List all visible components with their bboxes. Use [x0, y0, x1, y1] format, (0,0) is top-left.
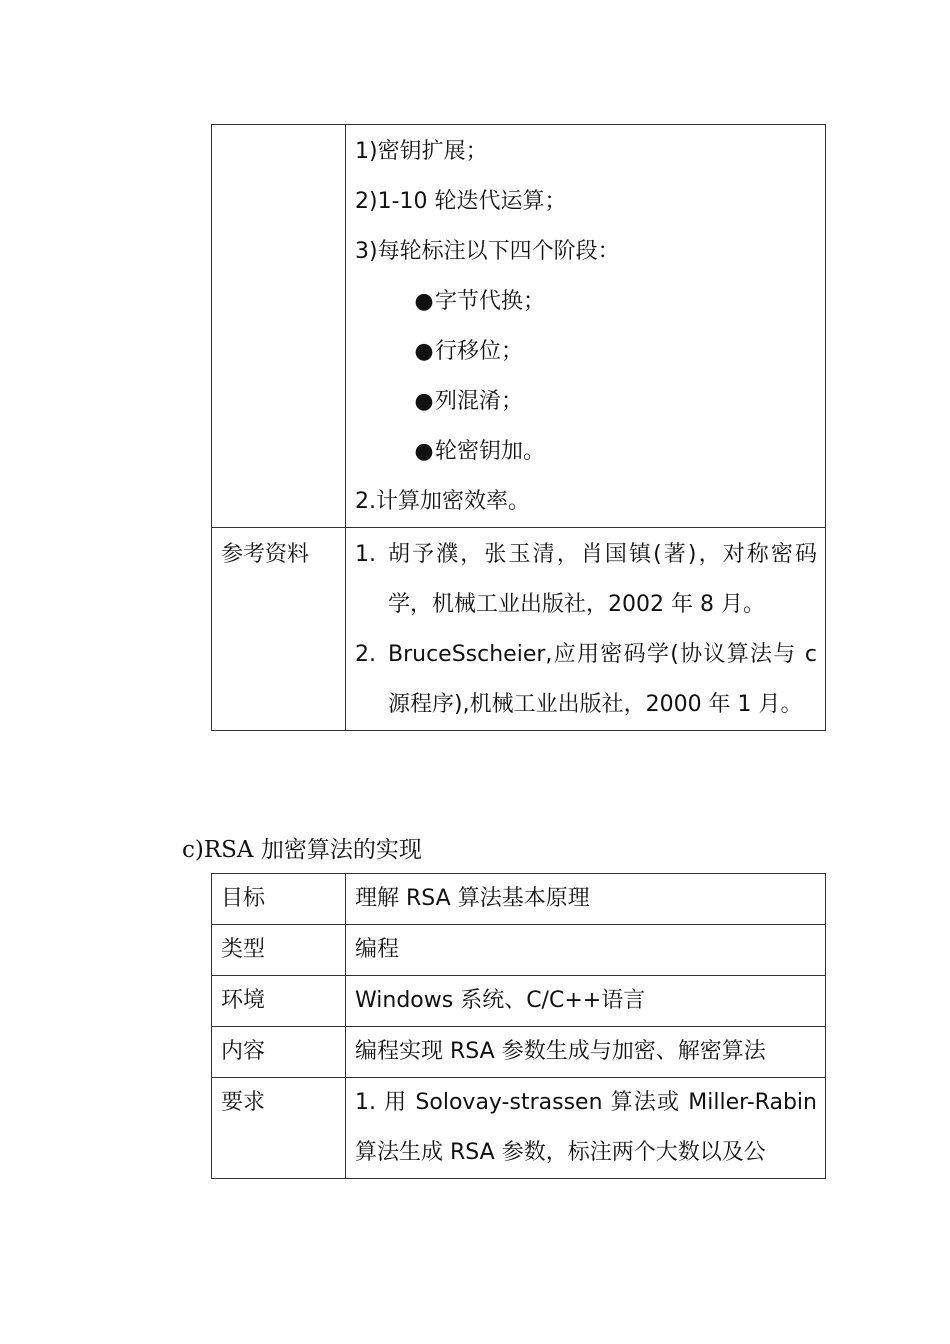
- reference-number: 2.: [355, 642, 376, 667]
- reference-text: 胡予濮，张玉清，肖国镇(著)，对称密码学，机械工业出版社，2002 年 8 月。: [388, 542, 817, 617]
- requirements-content-cell: [346, 125, 826, 528]
- bullet-item: [355, 427, 817, 477]
- reference-number: 1.: [355, 542, 376, 567]
- bullet-icon: ●: [414, 289, 434, 314]
- row-value: 编程实现 RSA 参数生成与加密、解密算法: [346, 1027, 826, 1078]
- bullet-item: [355, 327, 817, 377]
- references-label: 参考资料: [212, 528, 346, 731]
- rsa-task-table: [211, 873, 826, 1179]
- empty-label-cell: [212, 125, 346, 528]
- bullet-text: 轮密钥加。: [435, 439, 546, 464]
- table-row: [212, 874, 826, 925]
- section-heading: c)RSA 加密算法的实现: [182, 837, 422, 863]
- bullet-text: 行移位；: [435, 339, 524, 364]
- table-row: [212, 1027, 826, 1078]
- bullet-text: 字节代换；: [435, 289, 546, 314]
- row-value: Windows 系统、C/C++语言: [346, 976, 826, 1027]
- bullet-icon: ●: [414, 389, 434, 414]
- reference-item: [355, 530, 817, 630]
- row-label: 要求: [212, 1078, 346, 1179]
- content-line: 3)每轮标注以下四个阶段：: [355, 239, 620, 264]
- row-label: 目标: [212, 874, 346, 925]
- aes-requirements-table: [211, 124, 826, 731]
- row-value: 理解 RSA 算法基本原理: [346, 874, 826, 925]
- table-row: [212, 1078, 826, 1179]
- content-line: 2.计算加密效率。: [355, 489, 530, 514]
- table-row: [212, 925, 826, 976]
- row-label: 内容: [212, 1027, 346, 1078]
- table-row: [212, 976, 826, 1027]
- bullet-icon: ●: [414, 339, 434, 364]
- row-label: 类型: [212, 925, 346, 976]
- reference-item: [355, 630, 817, 730]
- content-line: 2)1-10 轮迭代运算；: [355, 189, 567, 214]
- row-value: 1. 用 Solovay-strassen 算法或 Miller-Rabin 算法生成 RSA 参数，标注两个大数以及公: [346, 1078, 826, 1179]
- bullet-item: [355, 377, 817, 427]
- content-line: 1)密钥扩展；: [355, 139, 488, 164]
- row-value: 编程: [346, 925, 826, 976]
- bullet-text: 列混淆；: [435, 389, 524, 414]
- table-row: [212, 125, 826, 528]
- row-label: 环境: [212, 976, 346, 1027]
- table-row: [212, 528, 826, 731]
- references-cell: [346, 528, 826, 731]
- reference-text: BruceSscheier,应用密码学(协议算法与 c 源程序),机械工业出版社，2000 年 1 月。: [388, 642, 817, 717]
- bullet-icon: ●: [414, 439, 434, 464]
- references-list: [355, 530, 817, 730]
- bullet-item: [355, 277, 817, 327]
